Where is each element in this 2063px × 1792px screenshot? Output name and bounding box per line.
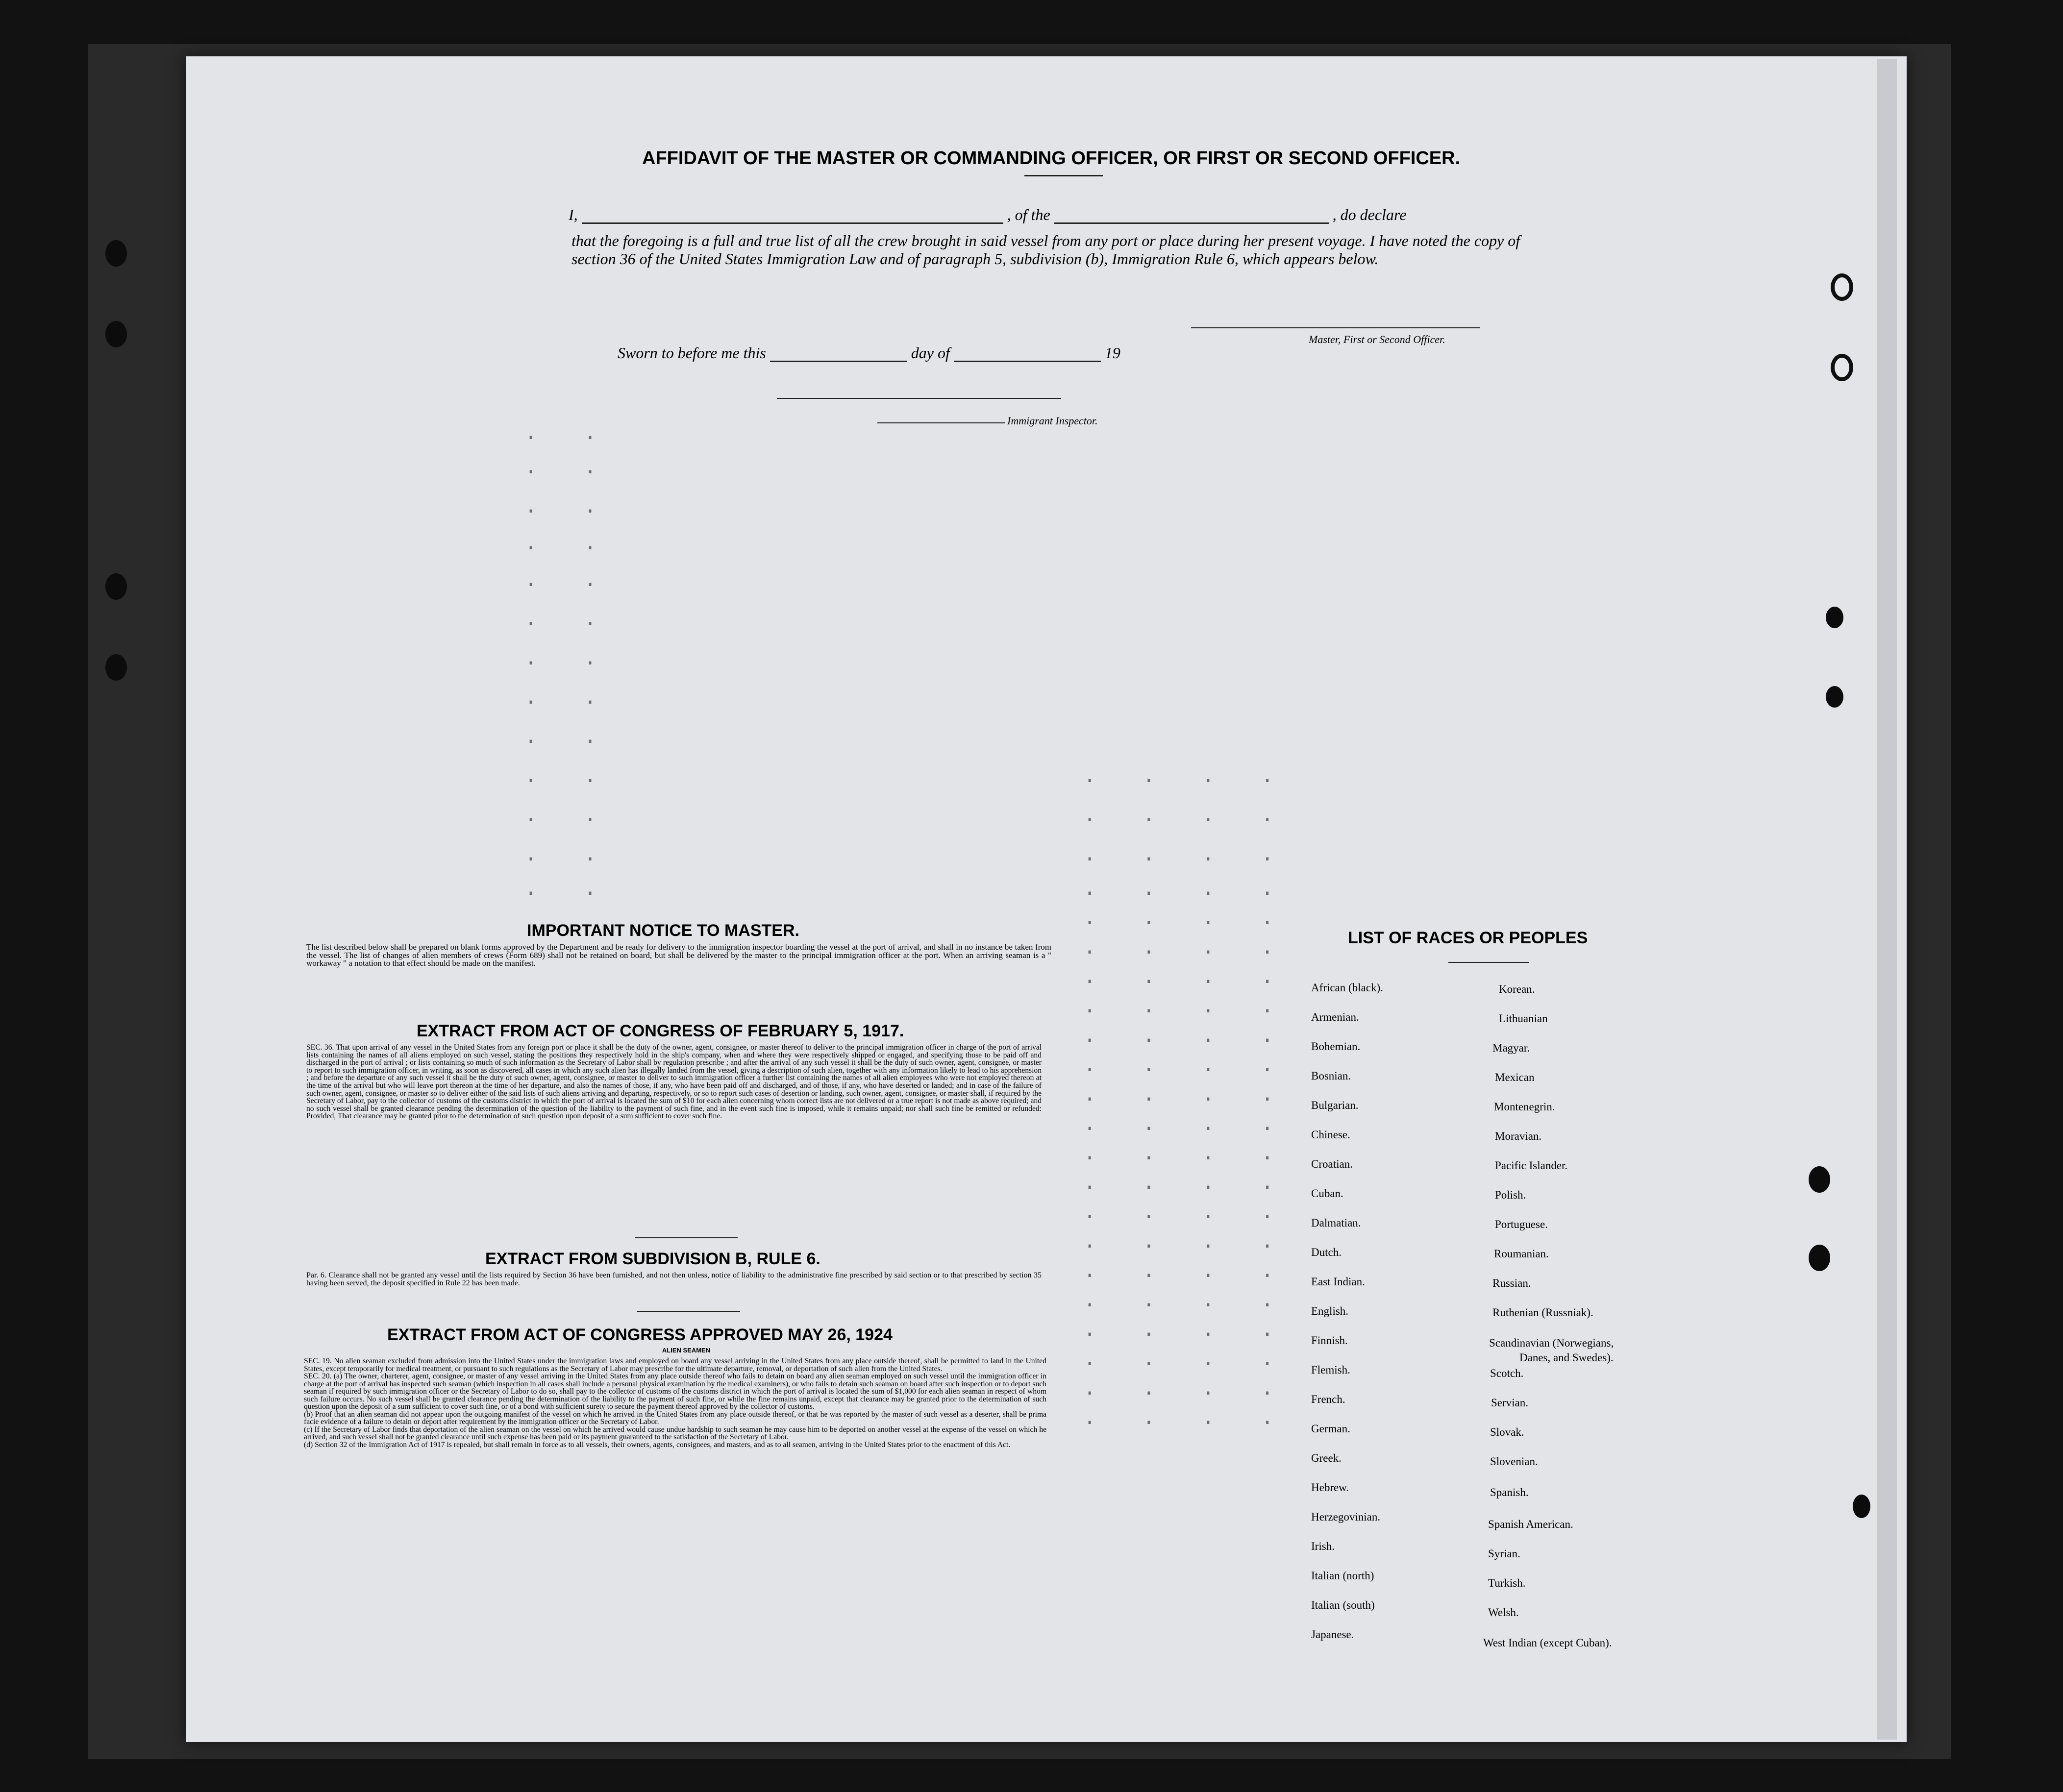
column-dots: . . bbox=[524, 686, 614, 711]
race-right-item: Scotch. bbox=[1490, 1367, 1524, 1379]
column-dots: . . . . bbox=[1083, 843, 1291, 867]
race-right-item: Pacific Islander. bbox=[1495, 1159, 1568, 1172]
sworn-line bbox=[618, 344, 1120, 362]
race-left-item: Italian (south) bbox=[1311, 1599, 1375, 1611]
notice-title: IMPORTANT NOTICE TO MASTER. bbox=[527, 921, 799, 940]
witness-line[interactable] bbox=[777, 398, 1061, 399]
sworn-label: Sworn to before me this bbox=[618, 344, 766, 362]
signature-caption: Master, First or Second Officer. bbox=[1309, 333, 1445, 345]
declaration-line bbox=[569, 206, 1406, 224]
race-left-item: Herzegovinian. bbox=[1311, 1511, 1381, 1523]
race-left-item: German. bbox=[1311, 1423, 1350, 1435]
race-right-item: Roumanian. bbox=[1494, 1248, 1549, 1260]
year-label: 19 bbox=[1104, 344, 1120, 362]
race-right-item: Ruthenian (Russniak). bbox=[1492, 1306, 1593, 1319]
affidavit-body: that the foregoing is a full and true list of all the crew brought in said vessel from any port or place during her present voyage. I have noted the copy of section 36 of the United States Immigration Law and of paragraph 5, subdivision (b), Immigration Rule 6, which appears below. bbox=[572, 232, 1520, 268]
sec-19-paragraph: SEC. 19. No alien seaman excluded from admission into the United States under the immigration laws and employed on board any vessel arriving in the United States from any place outside thereof, shall be permitted to land in the United States, except temporarily for medical treatment, or pursuant to such regulations as the Secretary of Labor may prescribe for the ultimate departure, removal, or deportation of such alien from the United States. bbox=[304, 1357, 1046, 1373]
race-left-item: French. bbox=[1311, 1393, 1345, 1405]
race-right-item: Scandinavian (Norwegians, bbox=[1489, 1337, 1614, 1349]
column-dots: . . bbox=[524, 532, 614, 556]
section-divider bbox=[637, 1311, 740, 1312]
punch-hole bbox=[105, 573, 127, 600]
column-dots: . . bbox=[524, 456, 614, 480]
race-left-item: Dutch. bbox=[1311, 1246, 1342, 1258]
column-dots: . . bbox=[524, 764, 614, 789]
race-left-item: Armenian. bbox=[1311, 1011, 1359, 1023]
column-dots: . . . . bbox=[1083, 965, 1291, 990]
sec-20c-paragraph: (c) If the Secretary of Labor finds that deportation of the alien seaman on the vessel on which he arrived would cause undue hardship to such seaman he may cause him to be deported on another vessel at the expense of the vessel on which he arrived, and such vessel shall not be granted clearance until such expense has been paid or its payment guaranteed to the satisfaction of the Secretary of Labor. bbox=[304, 1425, 1046, 1441]
race-left-item: English. bbox=[1311, 1305, 1349, 1317]
races-title: LIST OF RACES OR PEOPLES bbox=[1348, 929, 1588, 947]
race-left-item: East Indian. bbox=[1311, 1276, 1365, 1288]
extract-1924-text bbox=[304, 1357, 1046, 1448]
race-right-item: Syrian. bbox=[1488, 1547, 1520, 1560]
punch-hole bbox=[1853, 1495, 1870, 1518]
column-dots: . . bbox=[524, 725, 614, 750]
column-dots: . . bbox=[524, 495, 614, 519]
page-edge bbox=[1877, 59, 1897, 1740]
race-left-item: Flemish. bbox=[1311, 1364, 1350, 1376]
subdivision-b-text: Par. 6. Clearance shall not be granted any vessel until the lists required by Section 36 have been furnished, and not then unless, notice of liability to the administrative fine prescribed by said section or to that prescribed by section 35 having been served, the deposit specified in Rule 22 has been made. bbox=[306, 1271, 1042, 1287]
column-dots: . . bbox=[524, 608, 614, 632]
column-dots: . . . . bbox=[1083, 1171, 1291, 1196]
punch-hole bbox=[105, 654, 127, 681]
race-right-item: Servian. bbox=[1491, 1397, 1529, 1409]
column-dots: . . . . bbox=[1083, 1024, 1291, 1049]
column-dots: . . . . bbox=[1083, 1377, 1291, 1401]
day-of-label: day of bbox=[911, 344, 950, 362]
column-dots: . . . . bbox=[1083, 1406, 1291, 1431]
race-right-item: Magyar. bbox=[1492, 1042, 1530, 1054]
column-dots: . . bbox=[524, 568, 614, 593]
race-left-item: Bohemian. bbox=[1311, 1040, 1361, 1053]
punch-hole bbox=[1826, 607, 1843, 628]
extract-1917-title: EXTRACT FROM ACT OF CONGRESS OF FEBRUARY 5, 1917. bbox=[417, 1022, 904, 1040]
race-left-item: Bulgarian. bbox=[1311, 1099, 1359, 1111]
column-dots: . . . . bbox=[1083, 995, 1291, 1019]
column-dots: . . . . bbox=[1083, 1259, 1291, 1284]
punch-hole bbox=[1809, 1166, 1830, 1193]
column-dots: . . . . bbox=[1083, 1142, 1291, 1166]
sec-20a-paragraph: SEC. 20. (a) The owner, charterer, agent, consignee, or master of any vessel arriving in the United States from any place outside thereof who fails to detain on board any alien seaman employed on such vessel until the immigration officer in charge at the port of arrival has inspected such seaman (which inspection in all cases shall include a personal physical examination by the medical examiners), or who fails to detain such seaman on board after such inspection or to deport such seaman if required by such immigration officer or the Secretary of Labor to do so, shall pay to the collector of customs of the customs district in which the port of arrival is located the sum of $1,000 for each alien seaman in respect of whom such failure occurs. No such vessel shall be granted clearance pending the determination of the liability to the payment of such fine, or while the fine remains unpaid, except that clearance may be granted prior to the determination of such question upon the deposit of a sum sufficient to cover such fine, or of a bond with sufficient surety to secure the payment thereof approved by the collector of customs. bbox=[304, 1372, 1046, 1411]
race-right-item: Slovak. bbox=[1490, 1426, 1524, 1438]
punch-hole bbox=[1831, 273, 1853, 301]
race-right-item: Portuguese. bbox=[1495, 1218, 1548, 1230]
punch-hole bbox=[105, 321, 127, 347]
race-right-item: Moravian. bbox=[1495, 1130, 1542, 1142]
race-left-item: Chinese. bbox=[1311, 1129, 1350, 1141]
column-dots: . . . . bbox=[1083, 936, 1291, 960]
race-right-item: Welsh. bbox=[1488, 1606, 1519, 1619]
column-dots: . . . . bbox=[1083, 877, 1291, 902]
column-dots: . . bbox=[524, 804, 614, 828]
column-dots: . . . . bbox=[1083, 1289, 1291, 1313]
race-right-item: Danes, and Swedes). bbox=[1519, 1351, 1614, 1364]
race-right-item: Montenegrin. bbox=[1494, 1101, 1555, 1113]
extract-1924-title: EXTRACT FROM ACT OF CONGRESS APPROVED MAY 26, 1924 bbox=[387, 1326, 893, 1344]
sec-20b-paragraph: (b) Proof that an alien seaman did not appear upon the outgoing manifest of the vessel on which he arrived in the United States from any place outside thereof, or that he was reported by the master of such vessel as a deserter, shall be prima facie evidence of a failure to detain or deport after requirement by the immigration officer or the Secretary of Labor. bbox=[304, 1410, 1046, 1426]
column-dots: . . bbox=[524, 647, 614, 671]
race-left-item: Bosnian. bbox=[1311, 1070, 1351, 1082]
section-divider bbox=[635, 1237, 738, 1238]
race-left-item: African (black). bbox=[1311, 982, 1383, 994]
race-right-item: Russian. bbox=[1492, 1277, 1531, 1289]
race-left-item: Dalmatian. bbox=[1311, 1217, 1361, 1229]
race-right-item: West Indian (except Cuban). bbox=[1483, 1637, 1612, 1649]
master-signature-line[interactable] bbox=[1191, 327, 1480, 328]
column-dots: . . . . bbox=[1083, 1348, 1291, 1372]
race-left-item: Irish. bbox=[1311, 1540, 1335, 1552]
column-dots: . . . . bbox=[1083, 1318, 1291, 1343]
column-dots: . . . . bbox=[1083, 1112, 1291, 1137]
document-page bbox=[186, 56, 1907, 1742]
sec-20d-paragraph: (d) Section 32 of the Immigration Act of 1917 is repealed, but shall remain in force as to all vessels, their owners, agents, consignees, and masters, and as to all seamen, arriving in the United States prior to the enactment of this Act. bbox=[304, 1440, 1011, 1449]
declarant-prefix: I, bbox=[569, 206, 578, 223]
race-right-item: Spanish American. bbox=[1488, 1518, 1573, 1530]
race-left-item: Greek. bbox=[1311, 1452, 1342, 1464]
of-the-label: , of the bbox=[1007, 206, 1050, 223]
race-right-item: Korean. bbox=[1499, 983, 1535, 995]
race-right-item: Polish. bbox=[1495, 1189, 1526, 1201]
column-dots: . . . . bbox=[1083, 764, 1291, 789]
sworn-day-field[interactable] bbox=[770, 361, 907, 362]
column-dots: . . bbox=[524, 843, 614, 867]
column-dots: . . . . bbox=[1083, 1230, 1291, 1254]
punch-hole bbox=[105, 240, 127, 267]
column-dots: . . . . bbox=[1083, 1054, 1291, 1078]
column-dots: . . . . bbox=[1083, 1201, 1291, 1225]
alien-seamen-subtitle: ALIEN SEAMEN bbox=[662, 1347, 711, 1354]
vessel-name-field[interactable] bbox=[1054, 222, 1329, 224]
race-right-item: Lithuanian bbox=[1499, 1012, 1548, 1025]
race-right-item: Slovenian. bbox=[1490, 1455, 1538, 1468]
race-left-item: Hebrew. bbox=[1311, 1481, 1349, 1494]
punch-hole bbox=[1809, 1245, 1830, 1271]
column-dots: . . . . bbox=[1083, 1083, 1291, 1107]
column-dots: . . . . bbox=[1083, 804, 1291, 828]
inspector-signature-line[interactable] bbox=[877, 422, 1005, 423]
race-left-item: Italian (north) bbox=[1311, 1570, 1374, 1582]
declare-label: , do declare bbox=[1332, 206, 1407, 223]
race-right-item: Spanish. bbox=[1490, 1486, 1529, 1498]
declarant-name-field[interactable] bbox=[582, 222, 1003, 224]
inspector-caption: Immigrant Inspector. bbox=[1007, 415, 1098, 427]
affidavit-title: AFFIDAVIT OF THE MASTER OR COMMANDING OFFICER, OR FIRST OR SECOND OFFICER. bbox=[642, 148, 1461, 169]
column-dots: . . . . bbox=[1083, 907, 1291, 931]
subdivision-b-title: EXTRACT FROM SUBDIVISION B, RULE 6. bbox=[485, 1250, 820, 1268]
race-left-item: Cuban. bbox=[1311, 1187, 1343, 1200]
punch-hole bbox=[1831, 354, 1853, 381]
notice-text: The list described below shall be prepared on blank forms approved by the Department and be ready for delivery to the immigration inspector boarding the vessel at the port of arrival, and shall in no instance be taken from the vessel. The list of changes of alien members of crews (Form 689) shall not be retained on board, but shall be delivered by the master to the principal immigration officer at the port. When an arriving seaman is a " workaway " a notation to that effect should be made on the manifest. bbox=[306, 942, 1051, 968]
title-underline bbox=[1024, 175, 1103, 176]
sworn-month-field[interactable] bbox=[954, 361, 1101, 362]
race-left-item: Croatian. bbox=[1311, 1158, 1353, 1170]
race-right-item: Mexican bbox=[1495, 1071, 1535, 1083]
race-right-item: Turkish. bbox=[1488, 1577, 1526, 1589]
extract-1917-text: SEC. 36. That upon arrival of any vessel in the United States from any foreign port or place it shall be the duty of the owner, agent, consignee, or master thereof to deliver to the principal immigration officer in charge of the port of arrival lists containing the names of all aliens employed on such vessel, stating the positions they respectively hold in the ship's company, when and where they were respectively shipped or engaged, and specifying those to be paid off and discharged in the port of arrival ; or lists containing so much of such information as the Secretary of Labor shall by regulation prescribe ; and after the arrival of any such vessel it shall be the duty of such owner, agent, consignee, or master to report to such immigration officer, in writing, as soon as discovered, all cases in which any such alien has illegally landed from the vessel, giving a description of such alien, together with any information likely to lead to his apprehension ; and before the departure of any such vessel it shall be the duty of such owner, agent, consignee, or master to deliver to such immigration officer a further list containing the names of all alien employees who were not employed thereon at the time of the arrival but who will leave port thereon at the time of her departure, and also the names of those, if any, who have been paid off and discharged, and of those, if any, who have deserted or landed; and in case of the failure of such owner, agent, consignee, or master so to deliver either of the said lists of such aliens arriving and departing, respectively, or so to report such cases of desertion or landing, such owner, agent, consignee, or master shall, if required by the Secretary of Labor, pay to the collector of customs of the customs district in which the port of arrival is located the sum of $10 for each alien concerning whom correct lists are not delivered or a true report is not made as above required; and no such vessel shall be granted clearance pending the determination of the question of the liability to the payment of such fine, and in the event such fine is imposed, while it remains unpaid; nor shall such fine be remitted or refunded: Provided, That clearance may be granted prior to the determination of such question upon deposit of a sum sufficient to cover such fine. bbox=[306, 1043, 1042, 1121]
punch-hole bbox=[1826, 686, 1843, 708]
column-dots: . . bbox=[524, 421, 614, 446]
race-left-item: Japanese. bbox=[1311, 1628, 1354, 1641]
column-dots: . . bbox=[524, 877, 614, 902]
race-left-item: Finnish. bbox=[1311, 1334, 1348, 1347]
races-title-underline bbox=[1448, 962, 1529, 963]
